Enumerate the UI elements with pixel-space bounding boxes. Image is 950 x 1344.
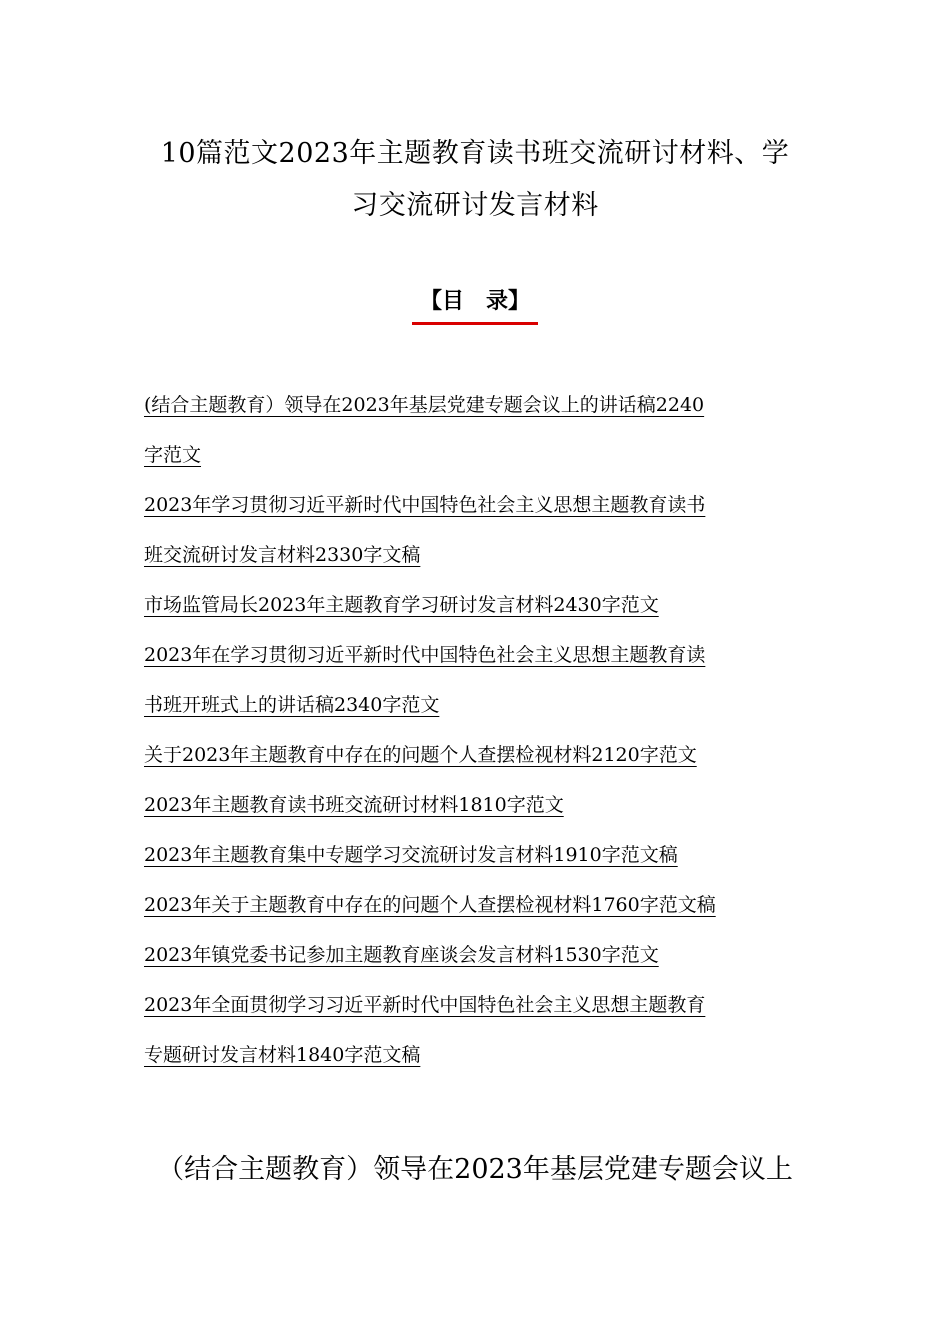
toc-link-text: 关于2023年主题教育中存在的问题个人查摆检视材料2120字范文 [144, 744, 697, 766]
toc-link-text: 2023年学习贯彻习近平新时代中国特色社会主义思想主题教育读书 [144, 494, 706, 516]
toc-link-3[interactable] [144, 580, 824, 630]
document-title [120, 128, 830, 232]
section-title: （结合主题教育）领导在2023年基层党建专题会议上 [157, 1154, 793, 1185]
toc-link-7[interactable] [144, 830, 824, 880]
toc-link-text: 专题研讨发言材料1840字范文稿 [144, 1044, 421, 1066]
toc-link-text: 2023年关于主题教育中存在的问题个人查摆检视材料1760字范文稿 [144, 894, 716, 916]
toc-link-text: 2023年主题教育集中专题学习交流研讨发言材料1910字范文稿 [144, 844, 678, 866]
toc-link-text: 2023年镇党委书记参加主题教育座谈会发言材料1530字范文 [144, 944, 659, 966]
toc-link-8[interactable] [144, 880, 824, 930]
toc-link-1[interactable] [144, 380, 824, 480]
table-of-contents [144, 380, 824, 1080]
toc-link-4[interactable] [144, 630, 824, 730]
toc-link-6[interactable] [144, 780, 824, 830]
toc-link-text: 书班开班式上的讲话稿2340字范文 [144, 694, 440, 716]
toc-heading [0, 284, 950, 325]
toc-heading-label: 【目 录】 [412, 284, 538, 325]
toc-link-10[interactable] [144, 980, 824, 1080]
toc-link-2[interactable] [144, 480, 824, 580]
toc-link-text: 字范文 [144, 444, 202, 466]
toc-link-5[interactable] [144, 730, 824, 780]
toc-link-text: 班交流研讨发言材料2330字文稿 [144, 544, 421, 566]
toc-link-text: 2023年在学习贯彻习近平新时代中国特色社会主义思想主题教育读 [144, 644, 706, 666]
document-title-line-2: 习交流研讨发言材料 [351, 190, 599, 221]
toc-link-9[interactable] [144, 930, 824, 980]
toc-link-text: 2023年主题教育读书班交流研讨材料1810字范文 [144, 794, 564, 816]
toc-link-text: 市场监管局长2023年主题教育学习研讨发言材料2430字范文 [144, 594, 659, 616]
document-title-line-1: 10篇范文2023年主题教育读书班交流研讨材料、学 [160, 138, 790, 169]
toc-link-text: 2023年全面贯彻学习习近平新时代中国特色社会主义思想主题教育 [144, 994, 706, 1016]
toc-link-text: (结合主题教育）领导在2023年基层党建专题会议上的讲话稿2240 [144, 394, 705, 416]
